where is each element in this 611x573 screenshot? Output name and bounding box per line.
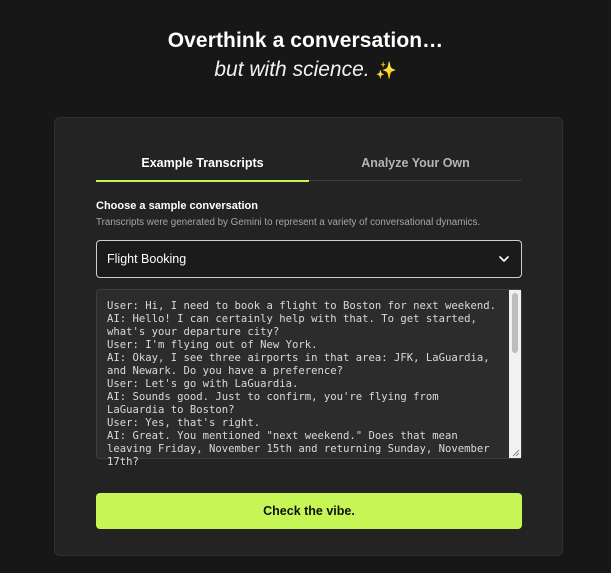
subtitle-text: but with science.: [214, 58, 370, 81]
section-description: Transcripts were generated by Gemini to represent a variety of conversational dynamics.: [96, 217, 481, 228]
tab-example-transcripts[interactable]: Example Transcripts: [96, 149, 309, 180]
analysis-card: [54, 117, 563, 556]
hero: [0, 26, 611, 85]
conversation-select[interactable]: [96, 240, 522, 278]
tab-analyze-your-own[interactable]: Analyze Your Own: [361, 156, 470, 170]
transcript-text[interactable]: User: Hi, I need to book a flight to Boston for next weekend. AI: Hello! I can certainly help with that. To get started, what's your departure city? User: I'm flying out of New York. AI: Okay, I see three airports in that area: JFK, LaGuardia, and Newark. Do you have a preference? User: Let's go with LaGuardia. AI: Sounds good. Just to confirm, you're flying from LaGuardia to Boston? User: Yes, that's right. AI: Great. You mentioned "next weekend." Does that mean leaving Friday, November 15th and returning Sunday, November 17th?: [107, 300, 497, 468]
chevron-down-icon: [497, 252, 511, 266]
scrollbar[interactable]: [509, 290, 521, 458]
check-vibe-button[interactable]: Check the vibe.: [96, 493, 522, 529]
tab-bar: [96, 149, 522, 181]
sparkle-icon: ✨: [375, 61, 397, 80]
transcript-textarea[interactable]: [96, 289, 522, 468]
page-subtitle: [0, 56, 611, 85]
resize-handle-icon[interactable]: [511, 448, 520, 457]
selected-conversation: Flight Booking: [107, 252, 187, 266]
section-heading: Choose a sample conversation: [96, 200, 258, 212]
page-title: Overthink a conversation…: [167, 29, 444, 52]
scrollbar-thumb[interactable]: [512, 293, 518, 353]
